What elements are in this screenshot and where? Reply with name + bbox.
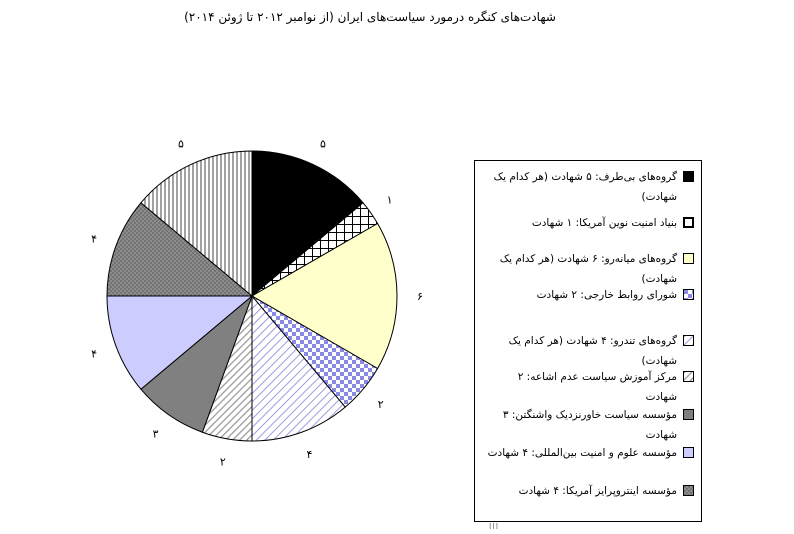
slice-data-label-2: ۶	[417, 290, 423, 303]
legend-label-8: مؤسسه اینتروپرایز آمریکا: ۴ شهادت	[518, 485, 677, 497]
legend-label-4: گروه‌های تندرو: ۴ شهادت (هر کدام یک شهادت)	[508, 335, 677, 367]
legend-label-5: مرکز آموزش سیاست عدم اشاعه: ۲ شهادت	[517, 371, 677, 403]
legend-resize-mark: III	[489, 522, 500, 531]
legend-label-7: مؤسسه علوم و امنیت بین‌المللی: ۴ شهادت	[487, 447, 677, 459]
slice-data-label-6: ۳	[152, 427, 159, 441]
legend-swatch-3	[683, 289, 694, 300]
legend-swatch-2	[683, 253, 694, 264]
legend-item-1	[483, 213, 697, 233]
legend-item-3	[483, 285, 697, 305]
legend-swatch-8	[683, 485, 694, 496]
legend-label-3: شورای روابط خارجی: ۲ شهادت	[536, 289, 677, 301]
legend-swatch-1	[683, 217, 694, 228]
legend-swatch-5	[683, 371, 694, 382]
legend-item-2	[483, 249, 697, 289]
chart-legend	[474, 160, 702, 522]
slice-data-label-3: ۲	[377, 397, 384, 411]
legend-item-6	[483, 405, 697, 445]
legend-item-5	[483, 367, 697, 407]
legend-label-1: بنیاد امنیت نوین آمریکا: ۱ شهادت	[531, 217, 677, 229]
legend-swatch-0	[683, 171, 694, 182]
legend-label-0: گروه‌های بی‌طرف: ۵ شهادت (هر کدام یک شهادت)	[493, 171, 677, 203]
slice-data-label-0: ۵	[320, 137, 326, 151]
legend-item-8	[483, 481, 697, 501]
slice-data-label-4: ۴	[306, 447, 313, 461]
legend-label-6: مؤسسه سیاست خاورنزدیک واشنگتن: ۳ شهادت	[502, 409, 677, 441]
legend-swatch-7	[683, 447, 694, 458]
slice-data-label-7: ۴	[91, 347, 98, 361]
slice-data-label-8: ۴	[91, 232, 98, 246]
legend-item-4	[483, 331, 697, 371]
slice-data-label-9: ۵	[178, 137, 184, 151]
slice-data-label-5: ۲	[219, 455, 226, 469]
legend-label-2: گروه‌های میانه‌رو: ۶ شهادت (هر کدام یک شهادت)	[499, 253, 677, 285]
legend-item-7	[483, 443, 697, 463]
legend-swatch-4	[683, 335, 694, 346]
slice-data-label-1: ۱	[386, 193, 393, 207]
legend-swatch-6	[683, 409, 694, 420]
legend-item-0	[483, 167, 697, 207]
chart-title: شهادت‌های کنگره درمورد سیاست‌های ایران (از نوامبر ۲۰۱۲ تا ژوئن ۲۰۱۴)	[184, 10, 556, 24]
